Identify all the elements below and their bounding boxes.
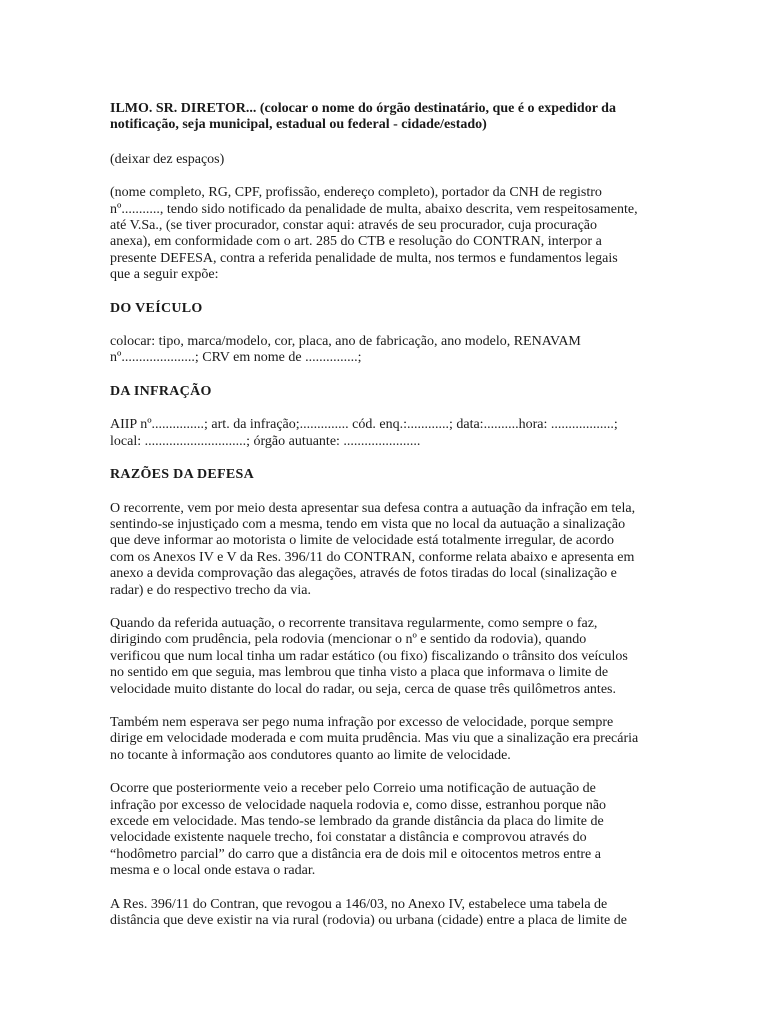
intro-line: (nome completo, RG, CPF, profissão, endereço completo), portador da CNH de registro (110, 185, 602, 201)
header-line: notificação, seja municipal, estadual ou federal - cidade/estado) (110, 117, 487, 133)
infraction-line: local: .............................; órgão autuante: ...................... (110, 433, 421, 449)
reasons-line: sentindo-se injustiçado com a mesma, tendo em vista que no local da autuação a sinalização (110, 516, 626, 532)
reasons-line: que deve informar ao motorista o limite de velocidade está totalmente irregular, de acordo (110, 533, 615, 549)
intro-line: até V.Sa., (se tiver procurador, constar aqui: através de seu procurador, cuja procuração (110, 218, 597, 234)
reasons-line: no sentido em que seguia, mas lembrou que tinha visto a placa que informava o limite de (110, 665, 609, 681)
reasons-line: dirige em velocidade moderada e com muita prudência. Mas viu que a sinalização era precária (110, 731, 639, 747)
reasons-line: A Res. 396/11 do Contran, que revogou a 146/03, no Anexo IV, estabelece uma tabela de (110, 896, 608, 912)
reasons-paragraph (110, 781, 700, 879)
intro-line: presente DEFESA, contra a referida penalidade de multa, nos termos e fundamentos legais (110, 250, 618, 266)
intro-line: que a seguir expõe: (110, 267, 219, 283)
reasons-line: velocidade existente naquele trecho, foi constatar a distância e comprovou através do (110, 830, 587, 846)
reasons-paragraph (110, 616, 700, 698)
section-title-reasons: RAZÕES DA DEFESA (110, 467, 255, 483)
vehicle-paragraph (110, 334, 700, 367)
intro-line: anexa), em conformidade com o art. 285 do CTB e resolução do CONTRAN, interpor a (110, 234, 602, 250)
vehicle-line: nº.....................; CRV em nome de ...............; (110, 350, 362, 366)
reasons-line: anexo a devida comprovação das alegações, através de fotos tiradas do local (sinalização e (110, 566, 617, 582)
infraction-paragraph (110, 417, 700, 450)
reasons-line: O recorrente, vem por meio desta apresentar sua defesa contra a autuação da infração em tela, (110, 500, 636, 516)
reasons-line: infração por excesso de velocidade naquela rodovia e, como disse, estranhou porque não (110, 797, 607, 813)
reasons-line: verificou que num local tinha um radar estático (ou fixo) fiscalizando o trânsito dos veículos (110, 648, 628, 664)
reasons-line: Ocorre que posteriormente veio a receber pelo Correio uma notificação de autuação de (110, 781, 596, 797)
intro-line: nº..........., tendo sido notificado da penalidade de multa, abaixo descrita, vem respeitosamente, (110, 201, 638, 217)
vehicle-line: colocar: tipo, marca/modelo, cor, placa, ano de fabricação, ano modelo, RENAVAM (110, 334, 581, 350)
reasons-line: “hodômetro parcial” do carro que a distância era de dois mil e oitocentos metros entre a (110, 846, 601, 862)
reasons-line: velocidade muito distante do local do radar, ou seja, cerca de quase três quilômetros antes. (110, 681, 616, 697)
reasons-line: Também nem esperava ser pego numa infração por excesso de velocidade, porque sempre (110, 714, 614, 730)
reasons-line: excede em velocidade. Mas tendo-se lembrado da grande distância da placa do limite de (110, 814, 604, 829)
reasons-line: distância que deve existir na via rural (rodovia) ou urbana (cidade) entre a placa de limite de (110, 913, 627, 929)
reasons-paragraph (110, 897, 700, 930)
intro-paragraph (110, 185, 700, 283)
reasons-line: radar) e do respectivo trecho da via. (110, 582, 311, 598)
section-title-infraction: DA INFRAÇÃO (110, 383, 212, 399)
reasons-line: dirigindo com prudência, pela rodovia (mencionar o nº e sentido da rodovia), quando (110, 632, 587, 648)
reasons-line: com os Anexos IV e V da Res. 396/11 do CONTRAN, conforme relata abaixo e apresenta em (110, 549, 635, 565)
spacing-note (110, 152, 700, 168)
addressee-header (110, 101, 700, 134)
document-page (110, 101, 700, 946)
reasons-line: Quando da referida autuação, o recorrente transitava regularmente, como sempre o faz, (110, 615, 598, 631)
reasons-paragraph (110, 501, 700, 599)
header-line: ILMO. SR. DIRETOR... (colocar o nome do órgão destinatário, que é o expedidor da (110, 101, 616, 116)
reasons-paragraph (110, 715, 700, 764)
infraction-line: AIIP nº...............; art. da infração;.............. cód. enq.:............; data:..........hora: ..................; (110, 417, 618, 433)
reasons-line: no tocante à informação aos condutores quanto ao limite de velocidade. (110, 747, 511, 763)
spacing-note-line: (deixar dez espaços) (110, 151, 225, 167)
reasons-line: mesma e o local onde estava o radar. (110, 863, 316, 879)
section-title-vehicle: DO VEÍCULO (110, 300, 203, 316)
